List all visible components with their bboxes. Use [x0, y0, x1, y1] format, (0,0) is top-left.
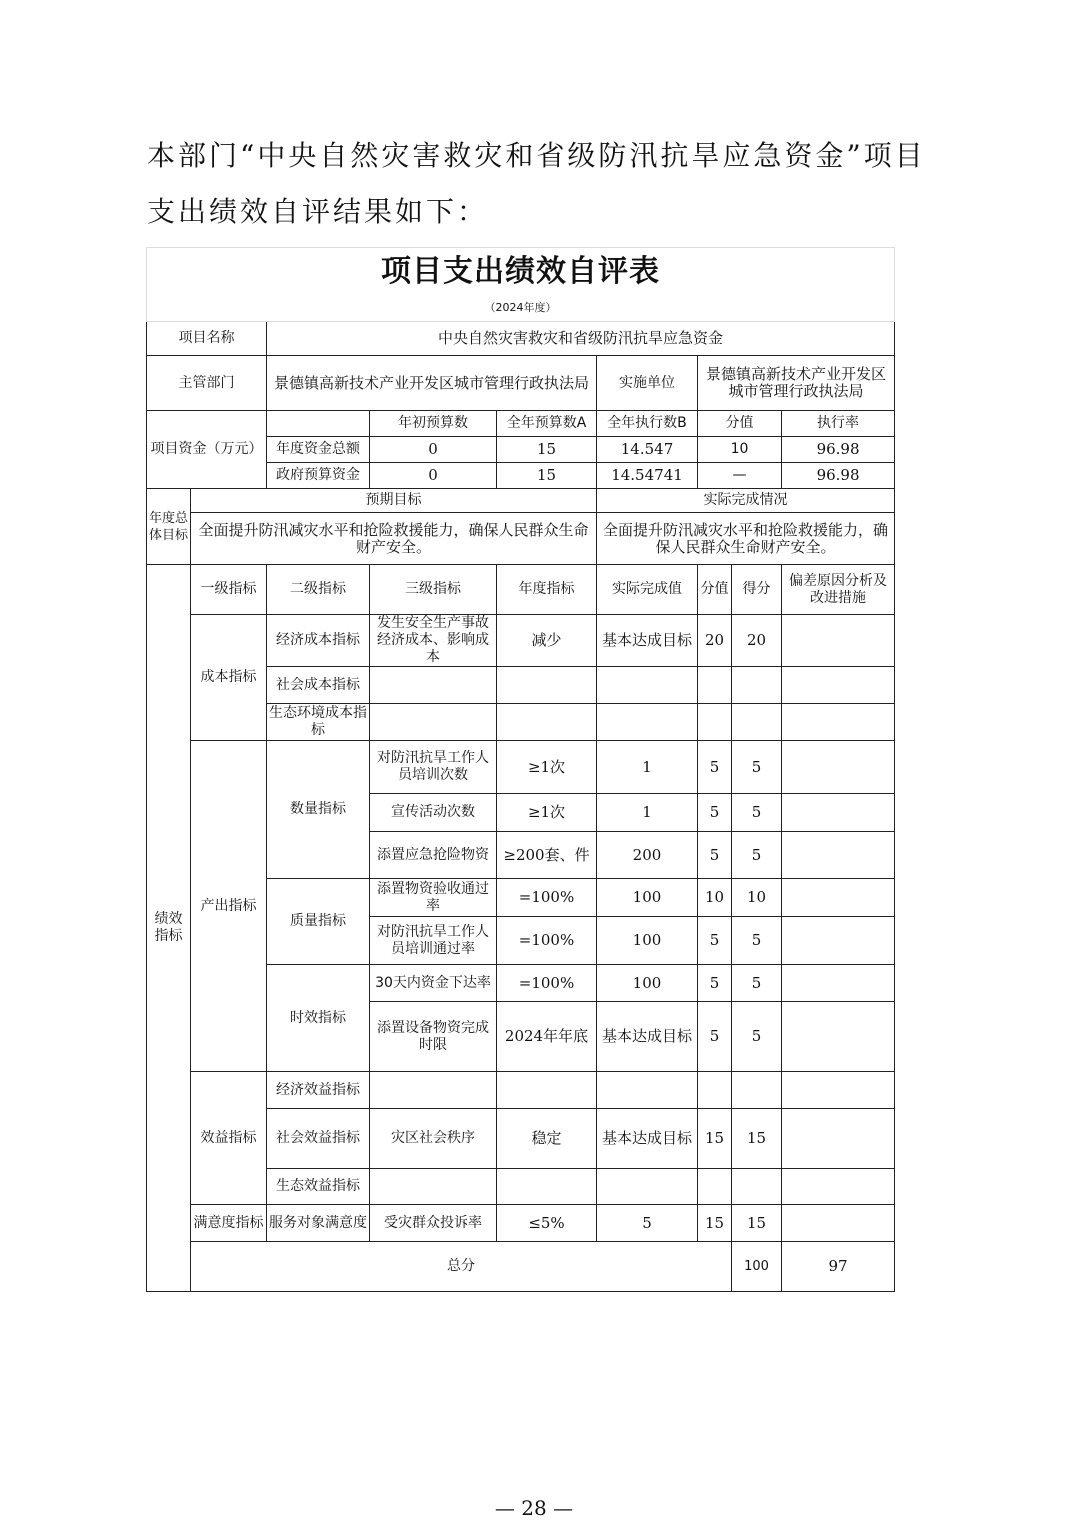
- performance-self-evaluation-table: [146, 247, 895, 1292]
- funds-label: 项目资金（万元）: [147, 411, 267, 489]
- target-cell: [497, 667, 597, 704]
- indicator-cell: [370, 1072, 497, 1109]
- goal-label: 年度总体目标: [147, 489, 191, 565]
- level2-cell: 生态效益指标: [267, 1169, 370, 1205]
- actual-cell: 基本达成目标: [597, 615, 698, 667]
- indicator-cell: 受灾群众投诉率: [370, 1205, 497, 1242]
- value-cell: 5: [698, 794, 732, 832]
- indicator-cell: [370, 667, 497, 704]
- funds-cell: 0: [370, 463, 497, 489]
- score-cell: 5: [732, 741, 782, 794]
- score-cell: [732, 1169, 782, 1205]
- indicator-cell: 灾区社会秩序: [370, 1109, 497, 1169]
- dept-label: 主管部门: [147, 356, 267, 411]
- level1-benefit: 效益指标: [191, 1072, 267, 1205]
- actual-cell: 基本达成目标: [597, 1002, 698, 1072]
- level2-cell: 质量指标: [267, 879, 370, 965]
- level1-cost: 成本指标: [191, 615, 267, 741]
- target-cell: 稳定: [497, 1109, 597, 1169]
- funds-header: 全年预算数A: [497, 411, 597, 437]
- actual-cell: 5: [597, 1205, 698, 1242]
- value-cell: 5: [698, 832, 732, 879]
- actual-cell: [597, 1072, 698, 1109]
- funds-header: 全年执行数B: [597, 411, 698, 437]
- funds-cell: 10: [698, 437, 782, 463]
- goal-expected: 全面提升防汛减灾水平和抢险救援能力，确保人民群众生命财产安全。: [191, 513, 597, 565]
- score-cell: 5: [732, 794, 782, 832]
- indicator-cell: 对防汛抗旱工作人员培训通过率: [370, 917, 497, 965]
- actual-cell: 100: [597, 965, 698, 1002]
- total-score: 97: [782, 1242, 895, 1292]
- funds-row-label: 年度资金总额: [267, 437, 370, 463]
- indicator-cell: 添置设备物资完成时限: [370, 1002, 497, 1072]
- target-cell: ≥200套、件: [497, 832, 597, 879]
- page-number: — 28 —: [494, 1496, 574, 1520]
- level2-cell: 时效指标: [267, 965, 370, 1072]
- indicator-cell: 宣传活动次数: [370, 794, 497, 832]
- value-cell: 5: [698, 741, 732, 794]
- perf-header: 二级指标: [267, 565, 370, 615]
- perf-header: 分值: [698, 565, 732, 615]
- target-cell: =100%: [497, 879, 597, 917]
- indicator-cell: 添置应急抢险物资: [370, 832, 497, 879]
- funds-cell: 15: [497, 463, 597, 489]
- actual-cell: [597, 1169, 698, 1205]
- score-cell: 15: [732, 1109, 782, 1169]
- actual-cell: 100: [597, 879, 698, 917]
- actual-cell: [597, 704, 698, 741]
- note-cell: [782, 1072, 895, 1109]
- impl-label: 实施单位: [597, 356, 698, 411]
- value-cell: 15: [698, 1205, 732, 1242]
- funds-cell: 96.98: [782, 463, 895, 489]
- actual-cell: [597, 667, 698, 704]
- table-year: （2024年度）: [147, 295, 895, 322]
- value-cell: 5: [698, 1002, 732, 1072]
- target-cell: ≤5%: [497, 1205, 597, 1242]
- level2-cell: 社会成本指标: [267, 667, 370, 704]
- goal-actual: 全面提升防汛减灾水平和抢险救援能力，确保人民群众生命财产安全。: [597, 513, 895, 565]
- funds-cell: 14.54741: [597, 463, 698, 489]
- note-cell: [782, 1169, 895, 1205]
- actual-cell: 1: [597, 794, 698, 832]
- value-cell: 10: [698, 879, 732, 917]
- actual-cell: 基本达成目标: [597, 1109, 698, 1169]
- note-cell: [782, 879, 895, 917]
- funds-header: 执行率: [782, 411, 895, 437]
- note-cell: [782, 704, 895, 741]
- note-cell: [782, 1205, 895, 1242]
- score-cell: 20: [732, 615, 782, 667]
- indicator-cell: 添置物资验收通过率: [370, 879, 497, 917]
- indicator-cell: 发生安全生产事故经济成本、影响成本: [370, 615, 497, 667]
- funds-header: 分值: [698, 411, 782, 437]
- score-cell: 5: [732, 917, 782, 965]
- perf-header: 三级指标: [370, 565, 497, 615]
- target-cell: 2024年年底: [497, 1002, 597, 1072]
- perf-header: 年度指标: [497, 565, 597, 615]
- dept-value: 景德镇高新技术产业开发区城市管理行政执法局: [267, 356, 597, 411]
- actual-cell: 1: [597, 741, 698, 794]
- level2-cell: 服务对象满意度: [267, 1205, 370, 1242]
- indicator-cell: [370, 1169, 497, 1205]
- value-cell: 5: [698, 917, 732, 965]
- note-cell: [782, 794, 895, 832]
- target-cell: [497, 1169, 597, 1205]
- target-cell: [497, 704, 597, 741]
- target-cell: =100%: [497, 965, 597, 1002]
- score-cell: 15: [732, 1205, 782, 1242]
- target-cell: =100%: [497, 917, 597, 965]
- score-cell: 5: [732, 832, 782, 879]
- actual-cell: 100: [597, 917, 698, 965]
- score-cell: [732, 1072, 782, 1109]
- note-cell: [782, 667, 895, 704]
- target-cell: ≥1次: [497, 741, 597, 794]
- impl-value: 景德镇高新技术产业开发区城市管理行政执法局: [698, 356, 895, 411]
- project-name-value: 中央自然灾害救灾和省级防汛抗旱应急资金: [267, 322, 895, 356]
- indicator-cell: 30天内资金下达率: [370, 965, 497, 1002]
- note-cell: [782, 832, 895, 879]
- note-cell: [782, 917, 895, 965]
- note-cell: [782, 615, 895, 667]
- project-name-label: 项目名称: [147, 322, 267, 356]
- target-cell: ≥1次: [497, 794, 597, 832]
- value-cell: 5: [698, 965, 732, 1002]
- intro-paragraph: 本部门“中央自然灾害救灾和省级防汛抗旱应急资金”项目支出绩效自评结果如下：: [147, 139, 926, 228]
- funds-row-label: 政府预算资金: [267, 463, 370, 489]
- target-cell: [497, 1072, 597, 1109]
- value-cell: [698, 1072, 732, 1109]
- perf-header: 实际完成值: [597, 565, 698, 615]
- value-cell: [698, 667, 732, 704]
- funds-header-blank: [267, 411, 370, 437]
- funds-cell: 15: [497, 437, 597, 463]
- value-cell: [698, 704, 732, 741]
- total-value: 100: [732, 1242, 782, 1292]
- table-title: 项目支出绩效自评表: [147, 248, 895, 295]
- value-cell: 15: [698, 1109, 732, 1169]
- perf-label: 绩效指标: [147, 565, 191, 1292]
- goal-actual-header: 实际完成情况: [597, 489, 895, 513]
- value-cell: [698, 1169, 732, 1205]
- funds-cell: 96.98: [782, 437, 895, 463]
- indicator-cell: [370, 704, 497, 741]
- score-cell: 5: [732, 965, 782, 1002]
- funds-header: 年初预算数: [370, 411, 497, 437]
- actual-cell: 200: [597, 832, 698, 879]
- target-cell: 减少: [497, 615, 597, 667]
- level2-cell: 生态环境成本指标: [267, 704, 370, 741]
- level1-output: 产出指标: [191, 741, 267, 1072]
- value-cell: 20: [698, 615, 732, 667]
- note-cell: [782, 965, 895, 1002]
- level2-cell: 社会效益指标: [267, 1109, 370, 1169]
- perf-header: 偏差原因分析及改进措施: [782, 565, 895, 615]
- level2-cell: 经济效益指标: [267, 1072, 370, 1109]
- indicator-cell: 对防汛抗旱工作人员培训次数: [370, 741, 497, 794]
- goal-expected-header: 预期目标: [191, 489, 597, 513]
- score-cell: [732, 667, 782, 704]
- score-cell: [732, 704, 782, 741]
- score-cell: 10: [732, 879, 782, 917]
- funds-cell: 0: [370, 437, 497, 463]
- note-cell: [782, 1002, 895, 1072]
- note-cell: [782, 1109, 895, 1169]
- level2-cell: 数量指标: [267, 741, 370, 879]
- note-cell: [782, 741, 895, 794]
- funds-cell: 14.547: [597, 437, 698, 463]
- funds-cell: —: [698, 463, 782, 489]
- level1-satisfaction: 满意度指标: [191, 1205, 267, 1242]
- level2-cell: 经济成本指标: [267, 615, 370, 667]
- perf-header: 一级指标: [191, 565, 267, 615]
- perf-header: 得分: [732, 565, 782, 615]
- total-label: 总分: [191, 1242, 732, 1292]
- score-cell: 5: [732, 1002, 782, 1072]
